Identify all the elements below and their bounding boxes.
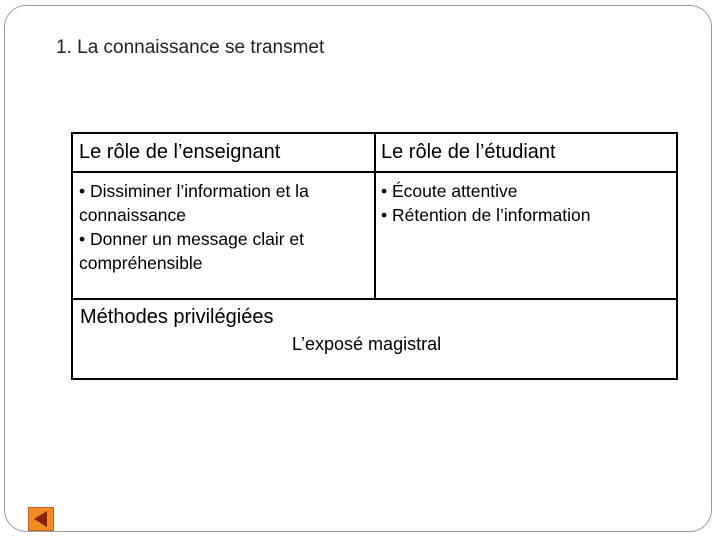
teacher-role-list xyxy=(79,179,364,275)
header-divider xyxy=(73,171,676,173)
list-item: • Écoute attentive xyxy=(381,181,518,201)
list-item: • Donner un message clair et compréhensible xyxy=(79,229,304,273)
list-item: • Rétention de l’information xyxy=(381,205,591,225)
teacher-role-heading: Le rôle de l’enseignant xyxy=(79,141,281,163)
roles-table xyxy=(71,132,678,380)
slide-title: 1. La connaissance se transmet xyxy=(56,37,325,58)
slide-frame xyxy=(4,5,712,532)
column-divider xyxy=(374,134,376,299)
methods-heading: Méthodes privilégiées xyxy=(80,306,274,328)
methods-divider xyxy=(73,298,676,300)
methods-value: L’exposé magistral xyxy=(292,334,442,354)
triangle-left-icon xyxy=(29,508,53,530)
student-role-heading: Le rôle de l’étudiant xyxy=(381,141,556,163)
previous-slide-button[interactable] xyxy=(28,507,54,531)
student-role-list xyxy=(381,179,671,227)
list-item: • Dissiminer l’information et la connaissance xyxy=(79,181,309,225)
